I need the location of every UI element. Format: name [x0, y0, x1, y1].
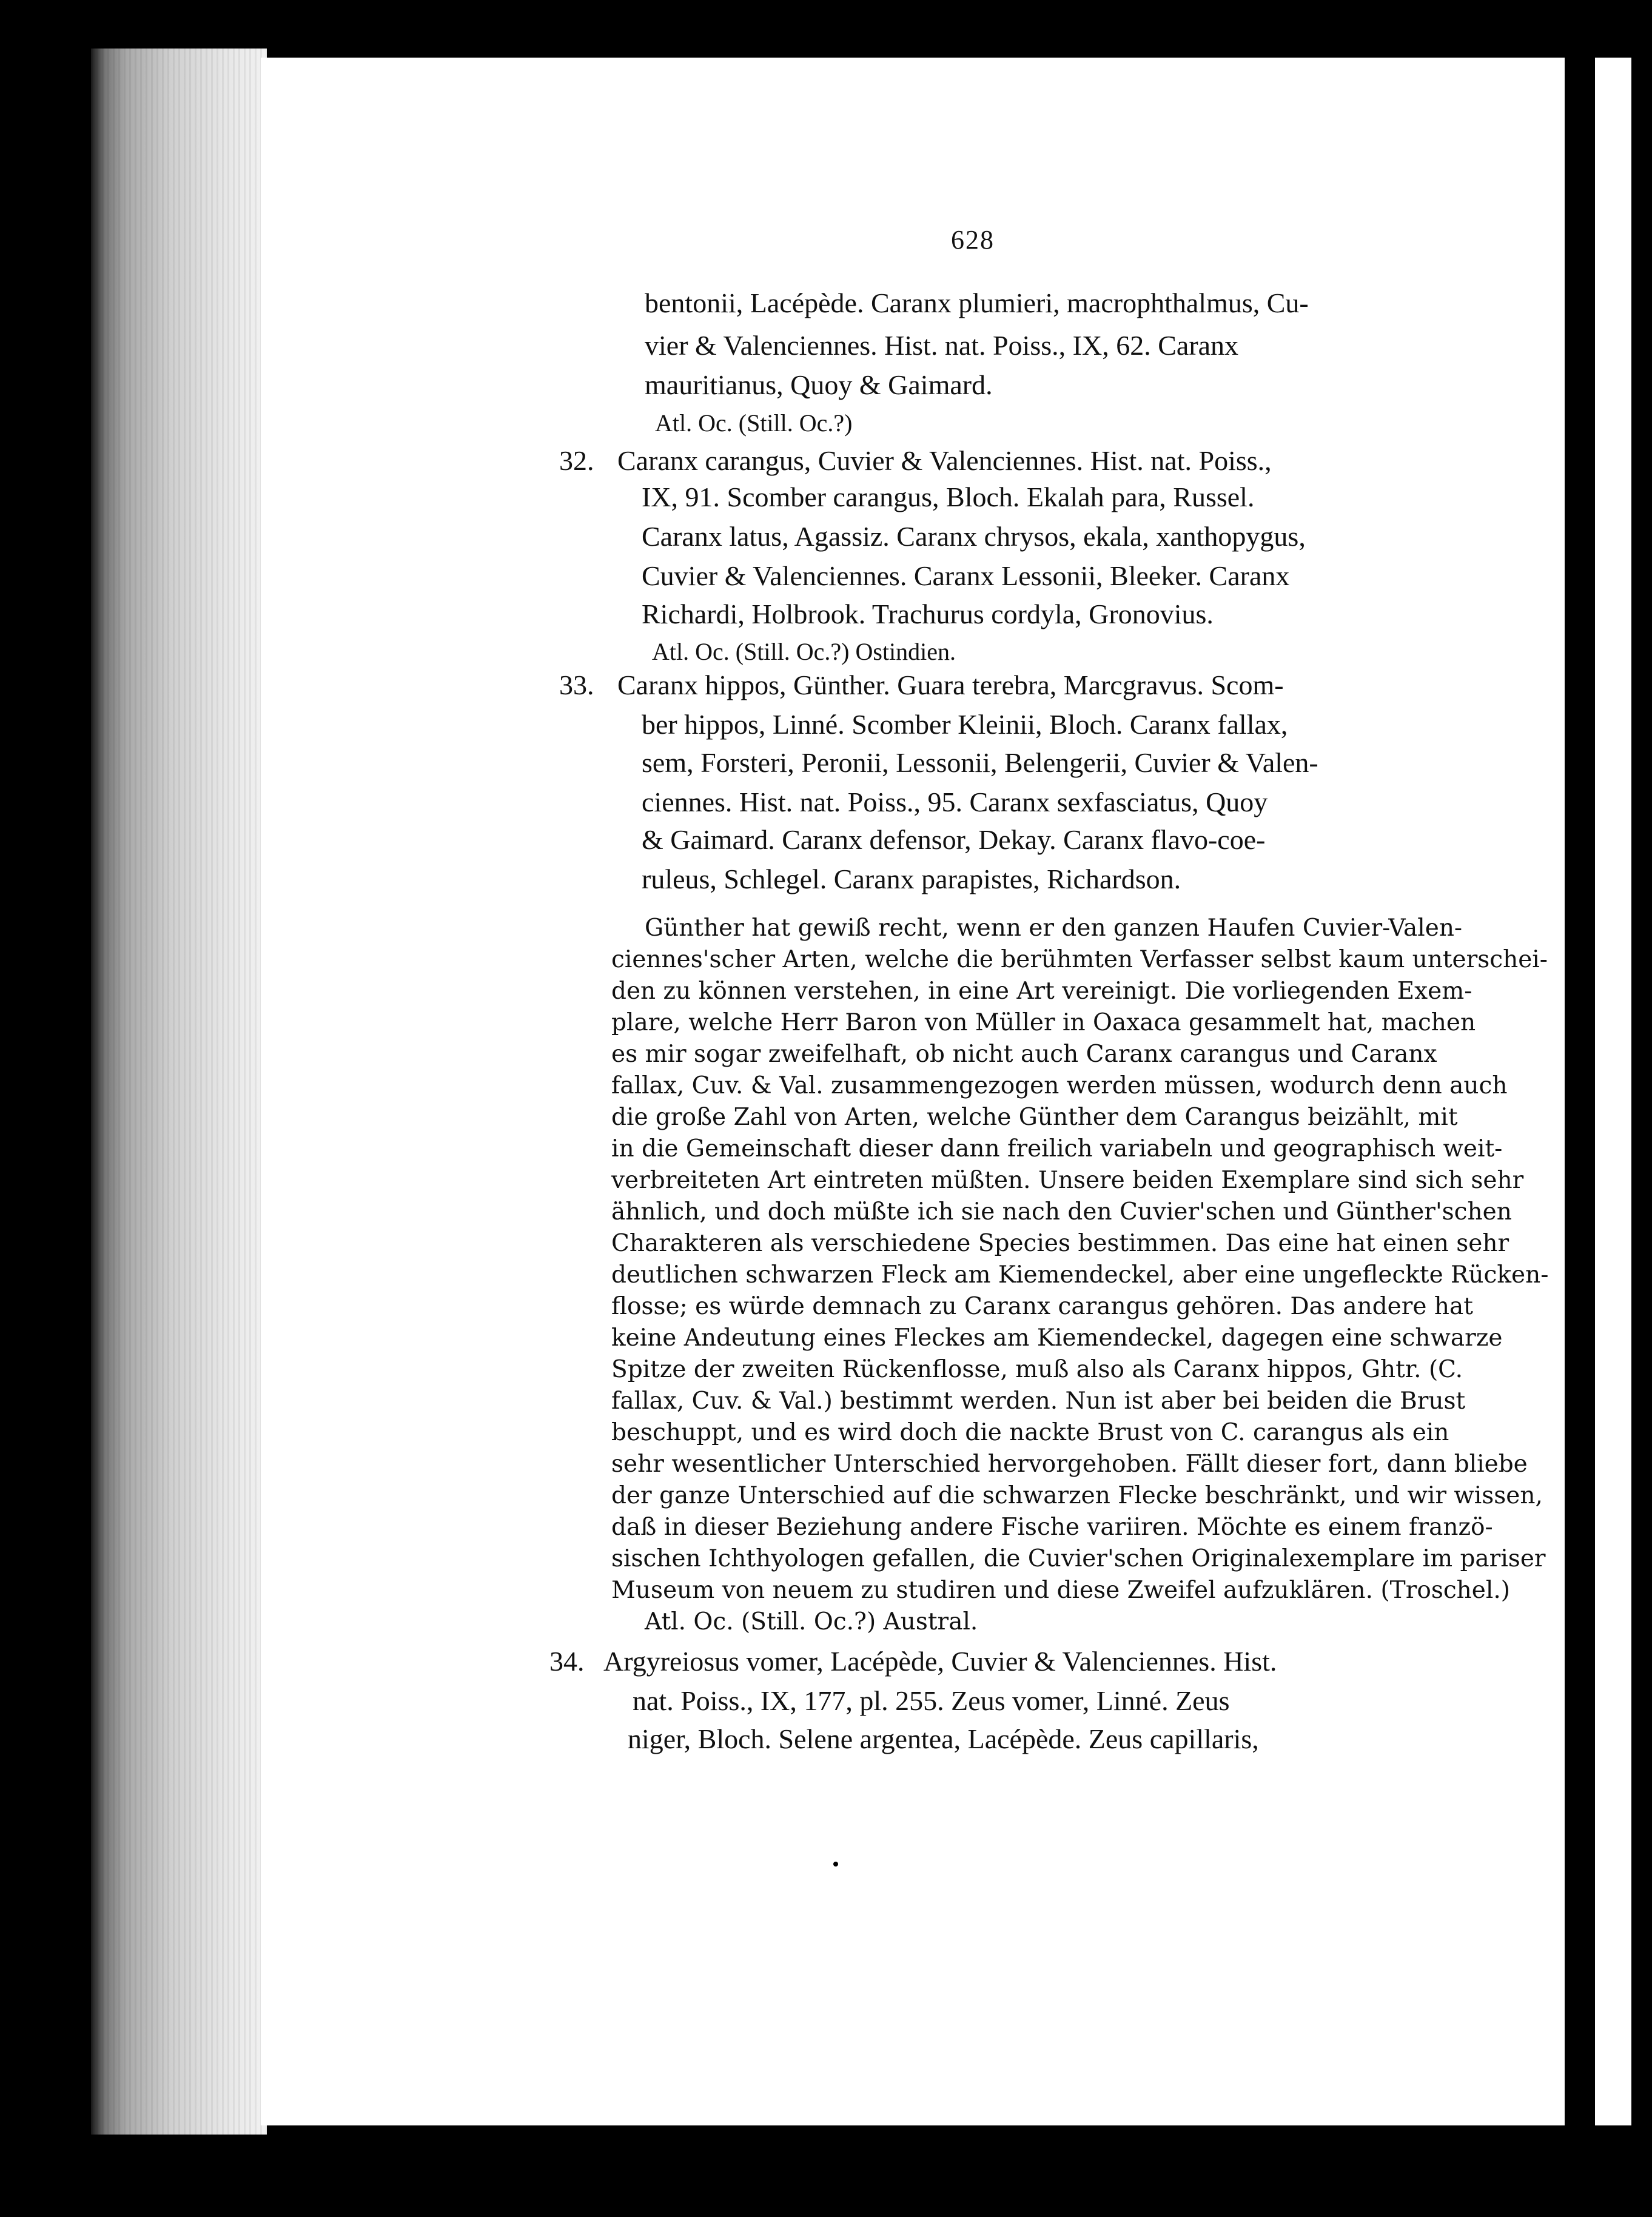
text-line: ruleus, Schlegel. Caranx parapistes, Richardson. [642, 864, 1181, 894]
commentary-line: fallax, Cuv. & Val. zusammengezogen werden müssen, wodurch denn auch [611, 1072, 1508, 1099]
commentary-line: Spitze der zweiten Rückenflosse, muß also als Caranx hippos, Ghtr. (C. [611, 1356, 1463, 1383]
text-line: & Gaimard. Caranx defensor, Dekay. Caranx flavo-coe- [642, 824, 1266, 855]
gutter-shadow [1577, 58, 1595, 2125]
commentary-line: ähnlich, und doch müßte ich sie nach den Cuvier'schen und Günther'schen [611, 1198, 1512, 1226]
habitat-line: Atl. Oc. (Still. Oc.?) Ostindien. [652, 638, 956, 665]
text-line: Cuvier & Valenciennes. Caranx Lessonii, Bleeker. Caranx [642, 560, 1290, 591]
text-line: Richardi, Holbrook. Trachurus cordyla, Gronovius. [642, 599, 1214, 629]
commentary-line: verbreiteten Art eintreten müßten. Unsere beiden Exemplare sind sich sehr [611, 1167, 1524, 1194]
text-line: IX, 91. Scomber carangus, Bloch. Ekalah para, Russel. [642, 481, 1255, 512]
entry-number: 32. [559, 445, 594, 476]
commentary-line: den zu können verstehen, in eine Art vereinigt. Die vorliegenden Exem- [611, 978, 1472, 1005]
text-line: bentonii, Lacépède. Caranx plumieri, macrophthalmus, Cu- [645, 287, 1309, 318]
text-line: ciennes. Hist. nat. Poiss., 95. Caranx sexfasciatus, Quoy [642, 787, 1268, 817]
text-line: vier & Valenciennes. Hist. nat. Poiss., IX, 62. Caranx [645, 330, 1239, 361]
commentary-line: beschuppt, und es wird doch die nackte Brust von C. carangus als ein [611, 1419, 1449, 1446]
commentary-line: Charakteren als verschiedene Species bestimmen. Das eine hat einen sehr [611, 1230, 1509, 1257]
commentary-line: daß in dieser Beziehung andere Fische variiren. Möchte es einem franzö- [611, 1514, 1493, 1541]
text-line: sem, Forsteri, Peronii, Lessonii, Belengerii, Cuvier & Valen- [642, 747, 1318, 778]
text-line: Caranx carangus, Cuvier & Valenciennes. Hist. nat. Poiss., [617, 445, 1272, 476]
commentary-line: keine Andeutung eines Fleckes am Kiemendeckel, dagegen eine schwarze [611, 1324, 1503, 1352]
text-line: nat. Poiss., IX, 177, pl. 255. Zeus vomer, Linné. Zeus [633, 1685, 1230, 1716]
commentary-line: fallax, Cuv. & Val.) bestimmt werden. Nun ist aber bei beiden die Brust [611, 1387, 1466, 1415]
commentary-line: in die Gemeinschaft dieser dann freilich variabeln und geographisch weit- [611, 1135, 1503, 1162]
text-line: Caranx hippos, Günther. Guara terebra, Marcgravus. Scom- [617, 669, 1284, 700]
commentary-line: sischen Ichthyologen gefallen, die Cuvier'schen Originalexemplare im pariser [611, 1545, 1546, 1572]
commentary-line: Museum von neuem zu studiren und diese Zweifel aufzuklären. (Troschel.) [611, 1577, 1510, 1604]
habitat-line: Atl. Oc. (Still. Oc.?) [655, 409, 853, 437]
ink-speck [833, 1862, 838, 1867]
text-line: mauritianus, Quoy & Gaimard. [645, 369, 993, 400]
commentary-line: die große Zahl von Arten, welche Günther dem Carangus beizählt, mit [611, 1104, 1458, 1131]
book-page-edge [91, 49, 267, 2135]
page-number: 628 [951, 225, 995, 255]
text-line: Argyreiosus vomer, Lacépède, Cuvier & Valenciennes. Hist. [603, 1646, 1277, 1677]
commentary-line: plare, welche Herr Baron von Müller in Oaxaca gesammelt hat, machen [611, 1009, 1476, 1036]
commentary-line: flosse; es würde demnach zu Caranx carangus gehören. Das andere hat [611, 1293, 1473, 1320]
commentary-line: deutlichen schwarzen Fleck am Kiemendeckel, aber eine ungefleckte Rücken- [611, 1261, 1549, 1289]
habitat-line: Atl. Oc. (Still. Oc.?) Austral. [645, 1608, 978, 1635]
text-line: niger, Bloch. Selene argentea, Lacépède. Zeus capillaris, [628, 1723, 1259, 1754]
commentary-line: ciennes'scher Arten, welche die berühmten Verfasser selbst kaum unterschei- [611, 946, 1548, 973]
text-line: Caranx latus, Agassiz. Caranx chrysos, ekala, xanthopygus, [642, 521, 1306, 552]
text-line: ber hippos, Linné. Scomber Kleinii, Bloch. Caranx fallax, [642, 709, 1288, 740]
entry-number: 33. [559, 669, 594, 700]
next-page-edge [1595, 58, 1631, 2125]
commentary-line: es mir sogar zweifelhaft, ob nicht auch Caranx carangus und Caranx [611, 1041, 1437, 1068]
commentary-line: Günther hat gewiß recht, wenn er den ganzen Haufen Cuvier-Valen- [645, 914, 1463, 942]
commentary-line: sehr wesentlicher Unterschied hervorgehoben. Fällt dieser fort, dann bliebe [611, 1451, 1528, 1478]
commentary-line: der ganze Unterschied auf die schwarzen Flecke beschränkt, und wir wissen, [611, 1482, 1543, 1509]
entry-number: 34. [549, 1646, 585, 1677]
